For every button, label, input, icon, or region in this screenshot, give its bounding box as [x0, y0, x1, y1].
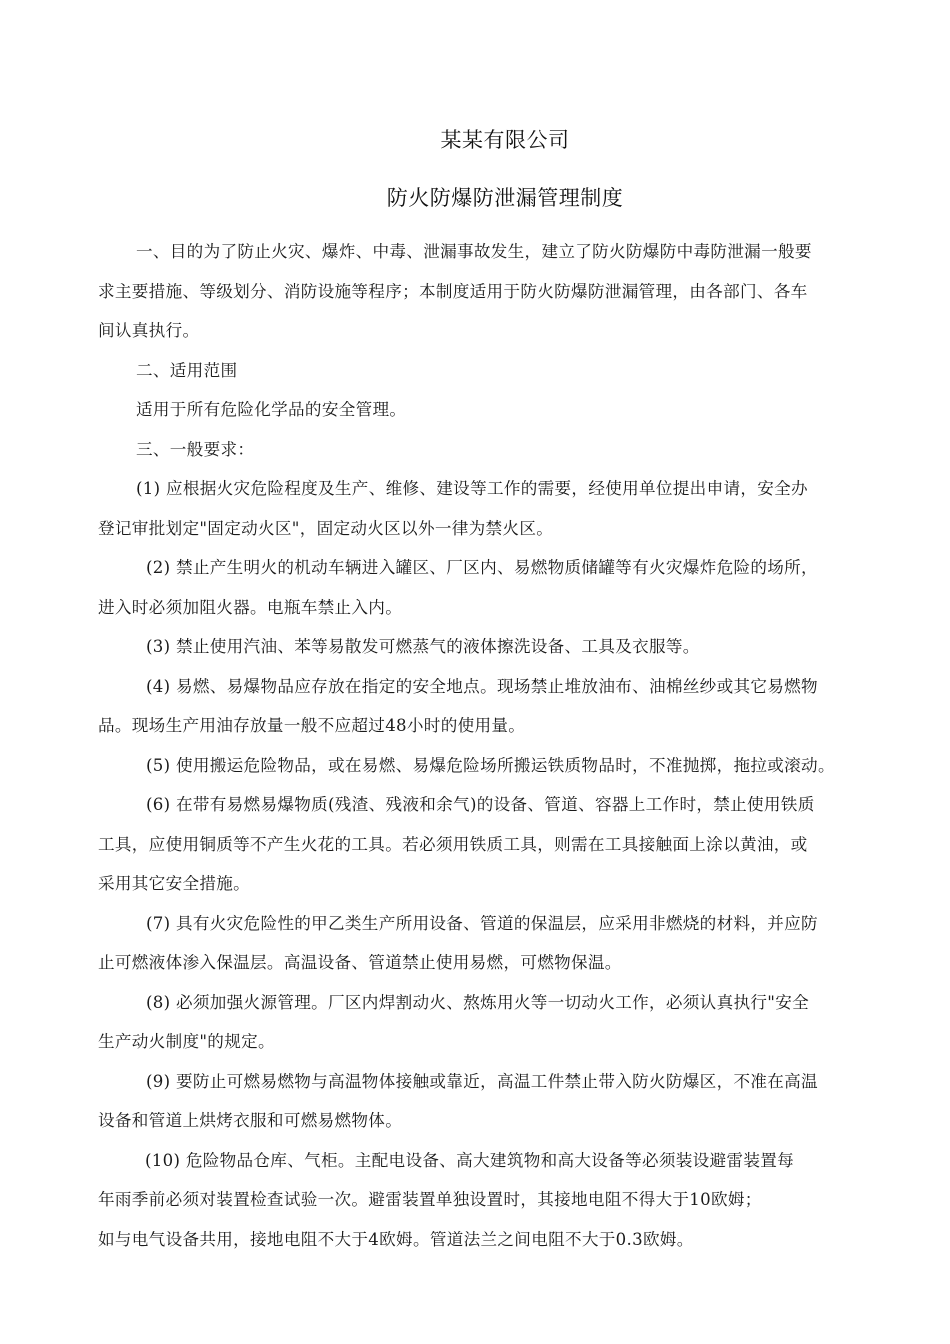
requirement-item-10: (10) 危险物品仓库、气柜。主配电设备、高大建筑物和高大设备等必须装设避雷装置每 年雨季前必须对装置检查试验一次。避雷装置单独设置时，其接地电阻不得大于10欧姆； 如与电气设备共用，接地电阻不大于4欧姆。管道法兰之间电阻不大于0.3欧姆。 — [98, 1150, 795, 1249]
requirement-item-3: (3) 禁止使用汽油、苯等易散发可燃蒸气的液体擦洗设备、工具及衣服等。 — [146, 637, 700, 656]
requirement-item-5: (5) 使用搬运危险物品，或在易燃、易爆危险场所搬运铁质物品时，不准抛掷，拖拉或滚动。 — [146, 755, 835, 775]
requirement-item-8: (8) 必须加强火源管理。厂区内焊割动火、熬炼用火等一切动火工作，必须认真执行"安全 生产动火制度"的规定。 — [98, 992, 809, 1051]
requirement-item-6: (6) 在带有易燃易爆物质(残渣、残液和余气)的设备、管道、容器上工作时，禁止使用铁质 工具，应使用铜质等不产生火花的工具。若必须用铁质工具，则需在工具接触面上涂以黄油，或 采用其它安全措施。 — [98, 795, 815, 893]
document-body — [98, 232, 910, 1259]
document-title: 防火防爆防泄漏管理制度 — [386, 186, 624, 210]
requirement-item-9: (9) 要防止可燃易燃物与高温物体接触或靠近，高温工件禁止带入防火防爆区，不准在高温 设备和管道上烘烤衣服和可燃易燃物体。 — [98, 1071, 818, 1130]
paragraph-scope: 适用于所有危险化学品的安全管理。 — [136, 400, 407, 419]
heading-scope: 二、适用范围 — [136, 360, 238, 380]
requirement-item-2: (2) 禁止产生明火的机动车辆进入罐区、厂区内、易燃物质储罐等有火灾爆炸危险的场所， 进入时必须加阻火器。电瓶车禁止入内。 — [98, 558, 818, 617]
requirement-item-4: (4) 易燃、易爆物品应存放在指定的安全地点。现场禁止堆放油布、油棉丝纱或其它易燃物 品。现场生产用油存放量一般不应超过48小时的使用量。 — [98, 676, 818, 735]
requirement-item-7: (7) 具有火灾危险性的甲乙类生产所用设备、管道的保温层，应采用非燃烧的材料，并应防 止可燃液体渗入保温层。高温设备、管道禁止使用易燃，可燃物保温。 — [98, 913, 818, 972]
requirement-item-1: (1) 应根据火灾危险程度及生产、维修、建设等工作的需要，经使用单位提出申请，安全办 登记审批划定"固定动火区"，固定动火区以外一律为禁火区。 — [98, 479, 808, 538]
heading-general-requirements: 三、一般要求： — [136, 439, 255, 459]
company-name: 某某有限公司 — [440, 128, 570, 152]
paragraph-purpose: 一、目的为了防止火灾、爆炸、中毒、泄漏事故发生，建立了防火防爆防中毒防泄漏一般要 求主要措施、等级划分、消防设施等程序；本制度适用于防火防爆防泄漏管理，由各部门、各车 间认真执行。 — [98, 242, 812, 340]
